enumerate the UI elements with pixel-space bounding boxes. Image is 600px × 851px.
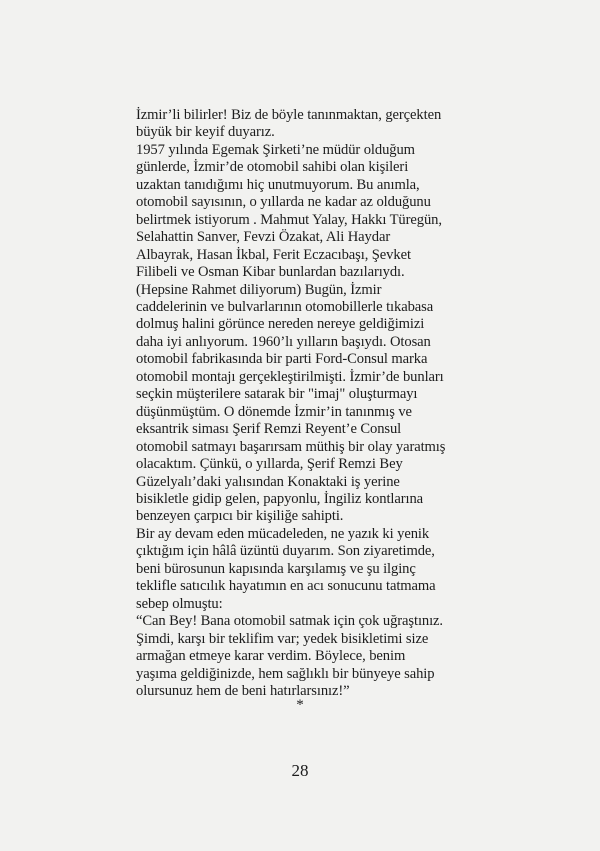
text-line: teklifle satıcılık hayatımın en acı sonucunu tatmama xyxy=(136,578,436,595)
text-line: belirtmek istiyorum . Mahmut Yalay, Hakkı Türegün, xyxy=(136,211,442,228)
text-line: olacaktım. Çünkü, o yıllarda, Şerif Remzi Bey xyxy=(136,456,403,473)
text-line: caddelerinin ve bulvarlarının otomobillerle tıkabasa xyxy=(136,298,434,315)
text-line: benzeyen çarpıcı bir kişiliğe sahipti. xyxy=(136,508,344,525)
text-line: eksantrik siması Şerif Remzi Reyent’e Consul xyxy=(136,421,402,438)
text-line: Bir ay devam eden mücadeleden, ne yazık ki yenik xyxy=(136,525,430,542)
text-line: (Hepsine Rahmet diliyorum) Bugün, İzmir xyxy=(136,281,382,298)
text-line: otomobil montajı gerçekleştirilmişti. İzmir’de bunları xyxy=(136,368,444,385)
text-line: otomobil sayısının, o yıllarda ne kadar az olduğunu xyxy=(136,194,431,211)
text-line: olursunuz hem de beni hatırlarsınız!” xyxy=(136,682,350,699)
section-separator: * xyxy=(296,697,304,713)
text-line: otomobil satmayı başarırsam müthiş bir olay yaratmış xyxy=(136,438,446,455)
text-line: günlerde, İzmir’de otomobil sahibi olan kişileri xyxy=(136,159,409,176)
text-line: bisikletle gidip gelen, papyonlu, İngiliz kontlarına xyxy=(136,490,424,507)
text-line: Albayrak, Hasan İkbal, Ferit Eczacıbaşı, Şevket xyxy=(136,246,411,263)
text-line: 1957 yılında Egemak Şirketi’ne müdür olduğum xyxy=(136,141,415,158)
text-line: “Can Bey! Bana otomobil satmak için çok uğraştınız. xyxy=(136,613,443,630)
text-line: seçkin müşterilere satarak bir "imaj" oluşturmayı xyxy=(136,386,418,403)
text-line: beni bürosunun kapısında karşılamış ve şu ilginç xyxy=(136,560,416,577)
text-line: İzmir’li bilirler! Biz de böyle tanınmaktan, gerçekten xyxy=(136,107,442,123)
text-line: Şimdi, karşı bir teklifim var; yedek bisikletimi size xyxy=(136,630,429,647)
text-line: Filibeli ve Osman Kibar bunlardan bazılarıydı. xyxy=(136,264,405,281)
text-line: armağan etmeye karar verdim. Böylece, benim xyxy=(136,648,406,665)
text-line: sebep olmuştu: xyxy=(136,595,223,612)
text-line: düşünmüştüm. O dönemde İzmir’in tanınmış ve xyxy=(136,403,412,420)
text-line: Selahattin Sanver, Fevzi Özakat, Ali Haydar xyxy=(136,229,391,246)
text-line: dolmuş halini görünce nereden nereye geldiğimizi xyxy=(136,316,425,333)
text-line: daha iyi anlıyorum. 1960’lı yılların başıydı. Otosan xyxy=(136,333,431,350)
page-number: 28 xyxy=(291,761,309,780)
text-line: Güzelyalı’daki yalısından Konaktaki iş yerine xyxy=(136,473,400,490)
body-text xyxy=(136,107,476,700)
text-line: yaşıma geldiğinizde, hem sağlıklı bir bünyeye sahip xyxy=(136,665,435,682)
text-line: çıktığım için hâlâ üzüntü duyarım. Son ziyaretimde, xyxy=(136,543,435,560)
text-line: uzaktan tanıdığımı hiç unutmuyorum. Bu anımla, xyxy=(136,176,420,193)
text-line: büyük bir keyif duyarız. xyxy=(136,124,275,141)
text-line: otomobil fabrikasında bir parti Ford-Consul marka xyxy=(136,351,428,368)
